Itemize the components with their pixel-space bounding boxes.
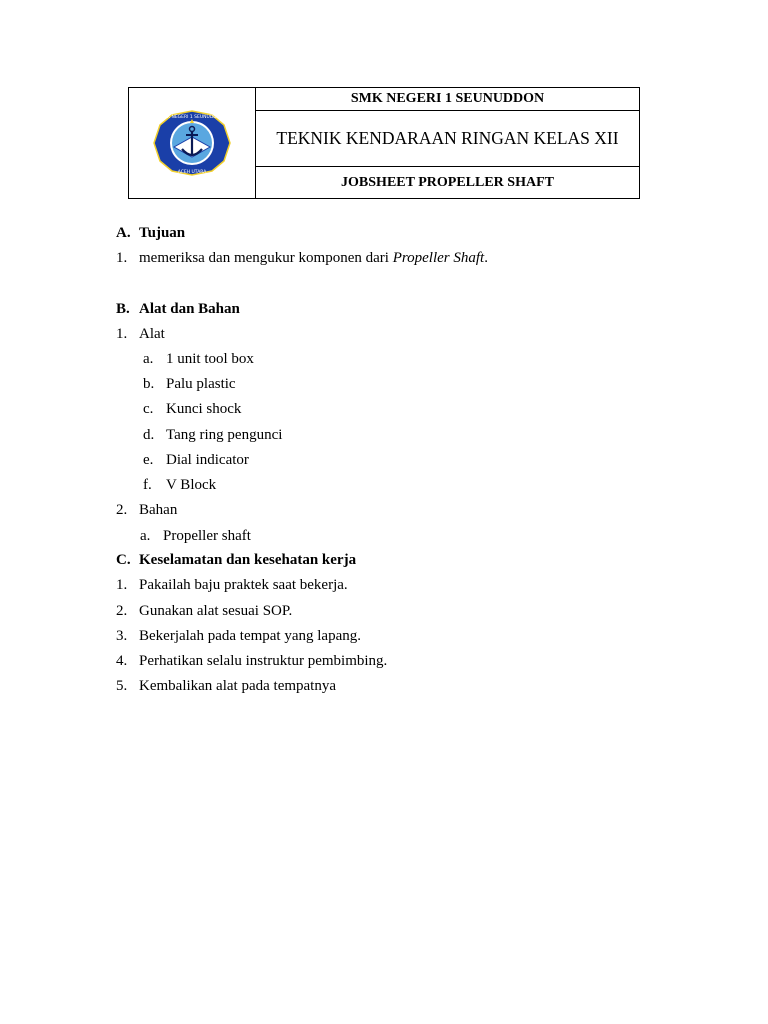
jobsheet-title: JOBSHEET PROPELLER SHAFT [256,167,640,199]
logo-top-text: SMK NEGERI 1 SEUNUDDON [160,115,224,120]
list-item: 1. memeriksa dan mengukur komponen dari Propeller Shaft. [116,250,488,266]
list-item: f. V Block [143,477,217,493]
list-item: d. Tang ring pengunci [143,427,283,443]
list-item: a. 1 unit tool box [143,351,254,367]
list-item: 4. Perhatikan selalu instruktur pembimbing. [116,653,388,669]
logo-cell [129,88,256,199]
list-item-bahan: 2. Bahan [116,502,178,518]
section-title: Tujuan [139,225,186,241]
section-title: Keselamatan dan kesehatan kerja [139,552,357,568]
section-marker: A. [116,225,131,241]
program-title: TEKNIK KENDARAAN RINGAN KELAS XII [256,111,640,167]
list-item: e. Dial indicator [143,452,249,468]
italic-term: Propeller Shaft [392,250,485,266]
header-table [128,87,640,199]
section-a-heading [116,224,185,242]
list-item: 5. Kembalikan alat pada tempatnya [116,678,336,694]
school-name: SMK NEGERI 1 SEUNUDDON [256,88,640,111]
section-title: Alat dan Bahan [139,301,240,317]
list-item: 3. Bekerjalah pada tempat yang lapang. [116,628,361,644]
list-item: 1. Pakailah baju praktek saat bekerja. [116,577,348,593]
list-item: c. Kunci shock [143,401,242,417]
section-marker: B. [116,301,130,317]
list-item: 2. Gunakan alat sesuai SOP. [116,603,293,619]
logo-bottom-text: ACEH UTARA [177,170,207,175]
list-item-alat: 1. Alat [116,326,165,342]
school-crest-icon [150,107,234,179]
list-item: a. Propeller shaft [140,528,251,544]
section-marker: C. [116,552,131,568]
section-b-heading [116,300,240,318]
list-item: b. Palu plastic [143,376,236,392]
section-c-heading [116,551,356,569]
